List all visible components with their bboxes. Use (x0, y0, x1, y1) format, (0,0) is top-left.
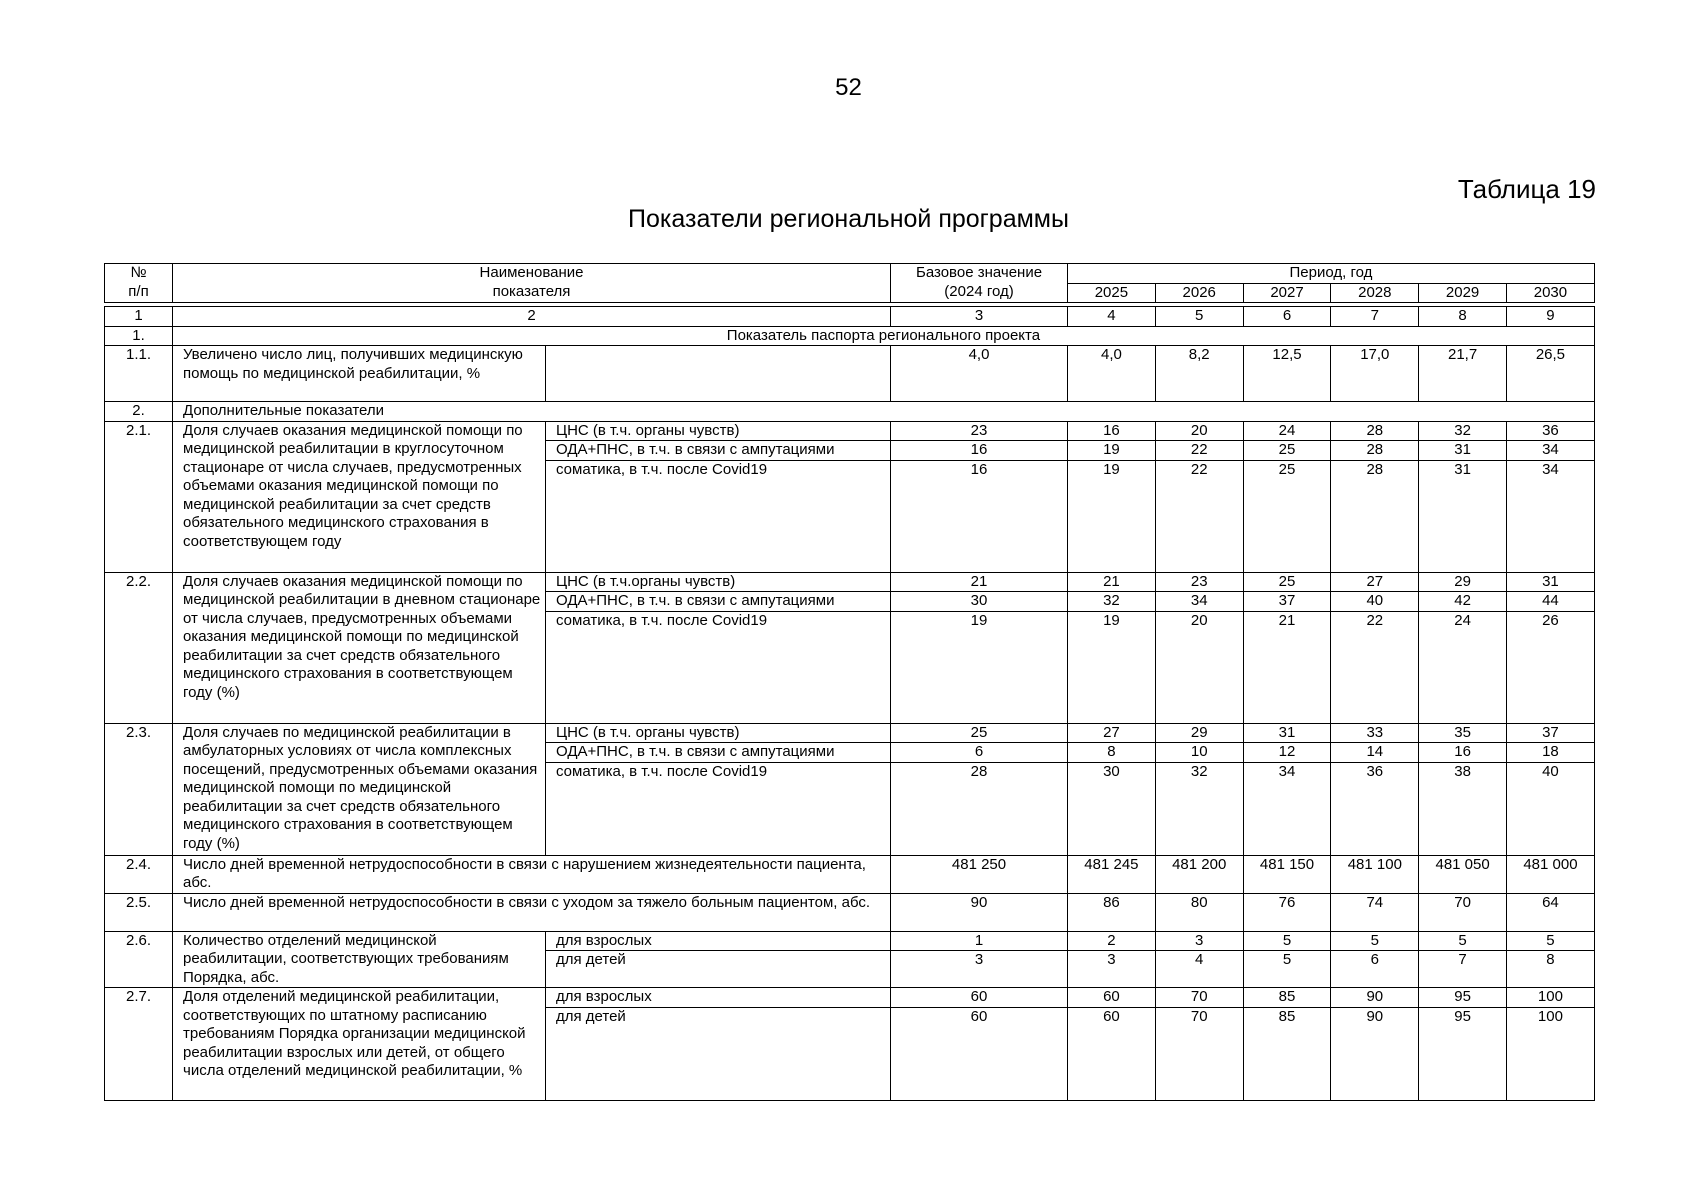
column-number: 3 (891, 307, 1068, 327)
indicators-table (104, 263, 1595, 1101)
year-value: 6 (1331, 951, 1419, 988)
year-value: 25 (1243, 572, 1331, 592)
year-value: 27 (1068, 723, 1156, 743)
year-value: 29 (1155, 723, 1243, 743)
year-value: 25 (1243, 441, 1331, 461)
year-value: 100 (1507, 988, 1595, 1008)
row-number: 2.6. (105, 931, 173, 988)
year-value: 5 (1331, 931, 1419, 951)
row-number: 2.3. (105, 723, 173, 855)
indicator-name: Доля случаев оказания медицинской помощи по медицинской реабилитации в дневном стационаре от числа случаев, предусмотренных объемами оказания медицинской помощи по медицинской реабилитации за счет средств обязательного медицинского страхования в соответствующем году (%) (173, 572, 546, 723)
year-value: 70 (1419, 893, 1507, 931)
year-value: 85 (1243, 1007, 1331, 1100)
year-value: 481 245 (1068, 855, 1156, 893)
year-value: 31 (1507, 572, 1595, 592)
year-value: 86 (1068, 893, 1156, 931)
year-value: 5 (1243, 931, 1331, 951)
row-number: 2.4. (105, 855, 173, 893)
base-value: 28 (891, 762, 1068, 855)
subcategory-label: ЦНС (в т.ч. органы чувств) (546, 421, 891, 441)
base-value: 3 (891, 951, 1068, 988)
header-name-line1: Наименование (479, 264, 584, 281)
base-value: 481 250 (891, 855, 1068, 893)
year-value: 70 (1155, 1007, 1243, 1100)
year-value: 21,7 (1419, 346, 1507, 402)
indicator-name: Увеличено число лиц, получивших медицинскую помощь по медицинской реабилитации, % (173, 346, 546, 402)
year-value: 2 (1068, 931, 1156, 951)
year-value: 90 (1331, 1007, 1419, 1100)
table-row (105, 346, 1595, 402)
year-value: 37 (1507, 723, 1595, 743)
year-value: 22 (1331, 611, 1419, 723)
year-value: 37 (1243, 592, 1331, 612)
indicator-name: Количество отделений медицинской реабилитации, соответствующих требованиям Порядка, абс. (173, 931, 546, 988)
year-value: 8,2 (1155, 346, 1243, 402)
year-value: 28 (1331, 460, 1419, 572)
year-value: 5 (1243, 951, 1331, 988)
year-value: 34 (1507, 441, 1595, 461)
header-year: 2029 (1419, 283, 1507, 303)
year-value: 32 (1419, 421, 1507, 441)
year-value: 90 (1331, 988, 1419, 1008)
indicator-name: Число дней временной нетрудоспособности в связи с уходом за тяжело больным пациентом, абс. (173, 893, 891, 931)
year-value: 40 (1507, 762, 1595, 855)
base-value: 30 (891, 592, 1068, 612)
column-number: 5 (1155, 307, 1243, 327)
year-value: 36 (1331, 762, 1419, 855)
year-value: 95 (1419, 1007, 1507, 1100)
year-value: 14 (1331, 743, 1419, 763)
header-year: 2026 (1155, 283, 1243, 303)
year-value: 31 (1419, 460, 1507, 572)
table-row (105, 988, 1595, 1008)
table-row (105, 421, 1595, 441)
header-name-line2: показателя (492, 282, 571, 300)
subcategory-cell (546, 346, 891, 402)
column-number: 6 (1243, 307, 1331, 327)
table-row (105, 931, 1595, 951)
year-value: 8 (1068, 743, 1156, 763)
year-value: 18 (1507, 743, 1595, 763)
year-value: 481 100 (1331, 855, 1419, 893)
year-value: 12 (1243, 743, 1331, 763)
year-value: 24 (1243, 421, 1331, 441)
base-value: 4,0 (891, 346, 1068, 402)
header-year: 2028 (1331, 283, 1419, 303)
year-value: 29 (1419, 572, 1507, 592)
base-value: 16 (891, 460, 1068, 572)
year-value: 19 (1068, 611, 1156, 723)
subcategory-label: соматика, в т.ч. после Covid19 (546, 460, 891, 572)
year-value: 481 000 (1507, 855, 1595, 893)
year-value: 30 (1068, 762, 1156, 855)
page-number: 52 (835, 74, 862, 101)
year-value: 32 (1155, 762, 1243, 855)
row-number: 2.2. (105, 572, 173, 723)
year-value: 4 (1155, 951, 1243, 988)
year-value: 24 (1419, 611, 1507, 723)
year-value: 64 (1507, 893, 1595, 931)
year-value: 3 (1068, 951, 1156, 988)
year-value: 5 (1419, 931, 1507, 951)
table-row (105, 723, 1595, 743)
section-title: Показатель паспорта регионального проекта (173, 326, 1595, 346)
year-value: 20 (1155, 421, 1243, 441)
year-value: 34 (1507, 460, 1595, 572)
year-value: 26,5 (1507, 346, 1595, 402)
subcategory-label: ОДА+ПНС, в т.ч. в связи с ампутациями (546, 592, 891, 612)
year-value: 12,5 (1243, 346, 1331, 402)
year-value: 28 (1331, 421, 1419, 441)
column-number: 2 (173, 307, 891, 327)
year-value: 5 (1507, 931, 1595, 951)
column-number: 1 (105, 307, 173, 327)
section-title: Дополнительные показатели (173, 402, 1595, 422)
year-value: 38 (1419, 762, 1507, 855)
document-title: Показатели региональной программы (628, 205, 1069, 233)
base-value: 23 (891, 421, 1068, 441)
base-value: 60 (891, 1007, 1068, 1100)
subcategory-label: ОДА+ПНС, в т.ч. в связи с ампутациями (546, 441, 891, 461)
header-name-cell (173, 264, 891, 303)
header-number-line2: п/п (128, 282, 149, 300)
header-year: 2027 (1243, 283, 1331, 303)
column-number: 4 (1068, 307, 1156, 327)
year-value: 481 050 (1419, 855, 1507, 893)
header-year: 2025 (1068, 283, 1156, 303)
year-value: 28 (1331, 441, 1419, 461)
header-base-line1: Базовое значение (915, 264, 1043, 281)
year-value: 25 (1243, 460, 1331, 572)
year-value: 60 (1068, 988, 1156, 1008)
year-value: 44 (1507, 592, 1595, 612)
header-year: 2030 (1507, 283, 1595, 303)
row-number: 2.1. (105, 421, 173, 572)
subcategory-label: ЦНС (в т.ч.органы чувств) (546, 572, 891, 592)
table-row (105, 572, 1595, 592)
header-base-cell (891, 264, 1068, 303)
column-number: 7 (1331, 307, 1419, 327)
subcategory-label: соматика, в т.ч. после Covid19 (546, 762, 891, 855)
year-value: 76 (1243, 893, 1331, 931)
year-value: 10 (1155, 743, 1243, 763)
year-value: 17,0 (1331, 346, 1419, 402)
year-value: 16 (1419, 743, 1507, 763)
table-label: Таблица 19 (1457, 174, 1596, 204)
header-period-cell: Период, год (1068, 264, 1595, 284)
year-value: 8 (1507, 951, 1595, 988)
section-row (105, 326, 1595, 346)
header-base-line2: (2024 год) (944, 282, 1014, 300)
year-value: 95 (1419, 988, 1507, 1008)
year-value: 3 (1155, 931, 1243, 951)
year-value: 481 200 (1155, 855, 1243, 893)
section-row (105, 402, 1595, 422)
year-value: 42 (1419, 592, 1507, 612)
header-row-1 (105, 264, 1595, 284)
year-value: 40 (1331, 592, 1419, 612)
year-value: 100 (1507, 1007, 1595, 1100)
indicator-name: Доля случаев оказания медицинской помощи по медицинской реабилитации в круглосуточном стационаре от числа случаев, предусмотренных объемами оказания медицинской помощи по медицинской реабилитации за счет средств обязательного медицинского страхования в соответствующем году (173, 421, 546, 572)
year-value: 70 (1155, 988, 1243, 1008)
indicator-name: Доля отделений медицинской реабилитации, соответствующих по штатному расписанию требованиям Порядка организации медицинской реабилитации взрослых или детей, от общего числа отделений медицинской реабилитации, % (173, 988, 546, 1101)
year-value: 20 (1155, 611, 1243, 723)
year-value: 33 (1331, 723, 1419, 743)
table-row (105, 893, 1595, 931)
table-row (105, 855, 1595, 893)
column-numbers-row (105, 307, 1595, 327)
base-value: 21 (891, 572, 1068, 592)
year-value: 7 (1419, 951, 1507, 988)
year-value: 85 (1243, 988, 1331, 1008)
year-value: 26 (1507, 611, 1595, 723)
year-value: 34 (1243, 762, 1331, 855)
base-value: 6 (891, 743, 1068, 763)
year-value: 481 150 (1243, 855, 1331, 893)
row-number: 2.5. (105, 893, 173, 931)
indicator-name: Доля случаев по медицинской реабилитации в амбулаторных условиях от числа комплексных посещений, предусмотренных объемами оказания медицинской помощи по медицинской реабилитации за счет средств обязательного медицинского страхования в соответствующем году (%) (173, 723, 546, 855)
header-number-cell (105, 264, 173, 303)
subcategory-label: для детей (546, 951, 891, 988)
base-value: 16 (891, 441, 1068, 461)
year-value: 22 (1155, 441, 1243, 461)
subcategory-label: ОДА+ПНС, в т.ч. в связи с ампутациями (546, 743, 891, 763)
year-value: 60 (1068, 1007, 1156, 1100)
subcategory-label: для взрослых (546, 988, 891, 1008)
subcategory-label: для взрослых (546, 931, 891, 951)
year-value: 16 (1068, 421, 1156, 441)
subcategory-label: соматика, в т.ч. после Covid19 (546, 611, 891, 723)
section-number: 1. (105, 326, 173, 346)
year-value: 27 (1331, 572, 1419, 592)
header-number-line1: № (130, 264, 147, 281)
section-number: 2. (105, 402, 173, 422)
row-number: 2.7. (105, 988, 173, 1101)
base-value: 1 (891, 931, 1068, 951)
year-value: 21 (1243, 611, 1331, 723)
year-value: 34 (1155, 592, 1243, 612)
base-value: 60 (891, 988, 1068, 1008)
indicator-name: Число дней временной нетрудоспособности в связи с нарушением жизнедеятельности пациента, абс. (173, 855, 891, 893)
base-value: 90 (891, 893, 1068, 931)
year-value: 21 (1068, 572, 1156, 592)
subcategory-label: для детей (546, 1007, 891, 1100)
year-value: 19 (1068, 441, 1156, 461)
year-value: 4,0 (1068, 346, 1156, 402)
year-value: 36 (1507, 421, 1595, 441)
column-number: 9 (1507, 307, 1595, 327)
year-value: 23 (1155, 572, 1243, 592)
year-value: 31 (1243, 723, 1331, 743)
year-value: 74 (1331, 893, 1419, 931)
base-value: 25 (891, 723, 1068, 743)
year-value: 32 (1068, 592, 1156, 612)
base-value: 19 (891, 611, 1068, 723)
column-number: 8 (1419, 307, 1507, 327)
year-value: 80 (1155, 893, 1243, 931)
year-value: 19 (1068, 460, 1156, 572)
year-value: 35 (1419, 723, 1507, 743)
year-value: 31 (1419, 441, 1507, 461)
year-value: 22 (1155, 460, 1243, 572)
row-number: 1.1. (105, 346, 173, 402)
subcategory-label: ЦНС (в т.ч. органы чувств) (546, 723, 891, 743)
